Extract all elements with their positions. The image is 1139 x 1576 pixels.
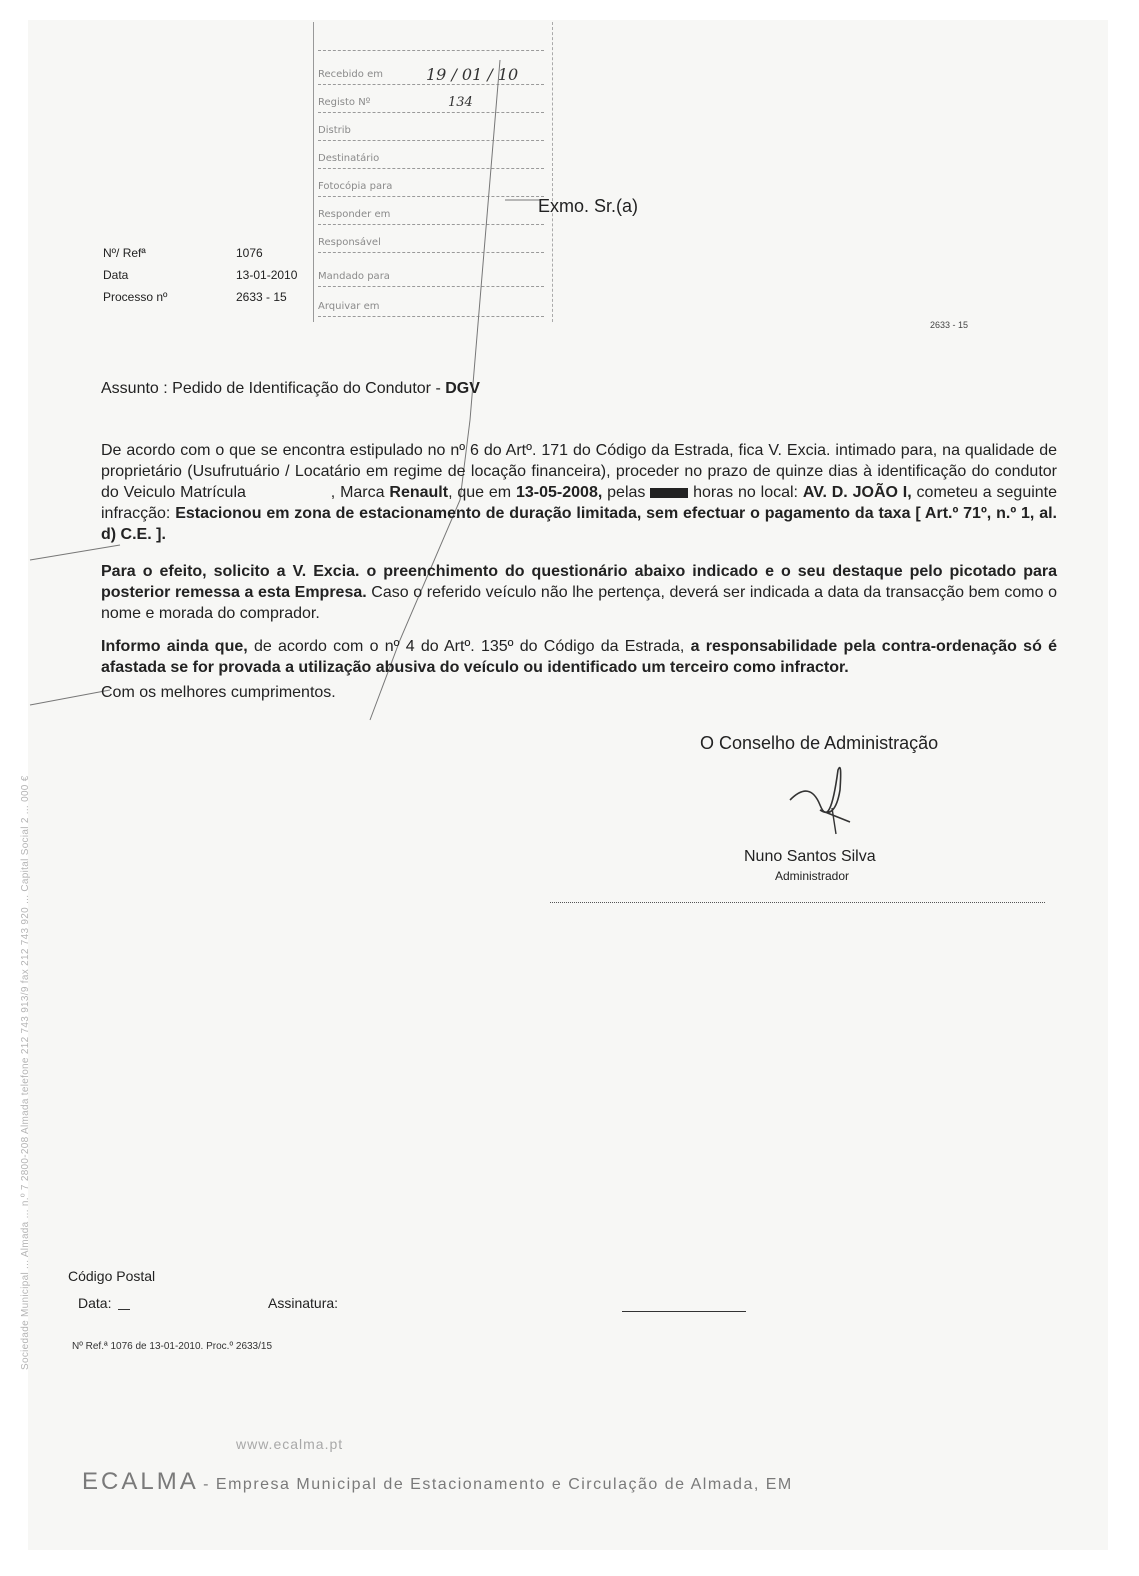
date-field-line[interactable] xyxy=(118,1309,130,1310)
council-title: O Conselho de Administração xyxy=(700,733,939,753)
footer-brand-line xyxy=(82,1468,793,1496)
subject-entity: DGV xyxy=(445,380,480,397)
stamp-received-date: 19 / 01 / 10 xyxy=(426,65,519,84)
signature-field-line[interactable] xyxy=(622,1311,746,1312)
stamp-label: Destinatário xyxy=(318,153,380,164)
side-company-info: Sociedade Municipal ... Almada ... n.º 7 2800-208 Almada telefone 212 743 913/9 fax 212 743 920 ... Capital Social 2 ... 000 € xyxy=(20,775,31,1370)
stamp-label: Responder em xyxy=(318,209,391,220)
p1-place: AV. D. JOÃO I, xyxy=(802,484,912,501)
p1-date: 13-05-2008, xyxy=(516,484,603,501)
addressee-salutation: Exmo. Sr.(a) xyxy=(538,196,639,216)
process-small-ref: 2633 - 15 xyxy=(930,320,969,330)
p2-request: Para o efeito, solicito a V. Excia. o preenchimento do questionário abaixo indicado e o seu destaque pelo picotado para posterior remessa a esta Empresa. xyxy=(101,563,1057,601)
stamp-label: Distrib xyxy=(318,125,351,136)
p1-date-label: , que em xyxy=(448,484,512,501)
stamp-label: Fotocópia para xyxy=(318,181,393,192)
stamp-label: Recebido em xyxy=(318,69,383,80)
company-logo-text: ECALMA xyxy=(82,1468,199,1495)
stamp-label: Mandado para xyxy=(318,271,390,282)
closing-line: Com os melhores cumprimentos. xyxy=(101,684,336,701)
subject-line xyxy=(101,380,480,398)
postal-code-label: Código Postal xyxy=(68,1268,156,1284)
signature-scribble xyxy=(780,760,870,850)
signer-role: Administrador xyxy=(775,869,850,883)
perforation-line xyxy=(550,902,1045,903)
signer-name: Nuno Santos Silva xyxy=(744,848,876,865)
p3-text: de acordo com o nº 4 do Artº. 135º do Código da Estrada, xyxy=(253,638,685,655)
body-paragraph-2 xyxy=(101,561,1057,624)
p1-infraction-label: cometeu a seguinte infracção: xyxy=(101,484,1058,522)
footer-website: www.ecalma.pt xyxy=(236,1436,344,1452)
date-value: 13-01-2010 xyxy=(236,268,298,282)
process-value: 2633 - 15 xyxy=(236,290,287,304)
body-paragraph-1 xyxy=(101,440,1057,545)
company-full-name: - Empresa Municipal de Estacionamento e Circulação de Almada, EM xyxy=(203,1476,793,1493)
p3-responsibility: a responsabilidade pela contra-ordenação só é afastada se for provada a utilização abusiva do veículo ou identificado um terceiro como infractor. xyxy=(101,638,1057,676)
p1-hour-label: pelas xyxy=(607,484,646,501)
redacted-hour xyxy=(650,488,688,498)
form-signature-label: Assinatura: xyxy=(268,1295,339,1311)
process-label: Processo nº xyxy=(103,290,168,304)
p1-brand-label: , Marca xyxy=(330,484,385,501)
form-date-label: Data: xyxy=(78,1295,112,1311)
ref-label: Nº/ Refª xyxy=(103,246,146,260)
stamp-label: Responsável xyxy=(318,237,381,248)
stamp-label: Registo Nº xyxy=(318,97,371,108)
p1-brand: Renault xyxy=(389,484,449,501)
p2-text: Caso o referido veículo não lhe pertença, deverá ser indicada a data da transacção bem como o nome e morada do comprador. xyxy=(101,584,1057,622)
stamp-label: Arquivar em xyxy=(318,301,380,312)
date-label: Data xyxy=(103,268,129,282)
p1-text: De acordo com o que se encontra estipulado no nº 6 do Artº. 171 do Código da Estrada, fica V. Excia. intimado para, na qualidade de proprietário (Usufrutuário / Locatário em regime de locação financeira), proceder no prazo de quinze dias à identificação do condutor do Veiculo Matrícula xyxy=(101,442,1057,501)
stamp-register-number: 134 xyxy=(448,95,473,110)
p3-lead: Informo ainda que, xyxy=(101,638,248,655)
p1-infraction: Estacionou em zona de estacionamento de duração limitada, sem efectuar o pagamento da taxa [ Art.º 71º, n.º 1, al. d) C.E. ]. xyxy=(101,505,1057,543)
form-reference: Nº Ref.ª 1076 de 13-01-2010. Proc.º 2633/15 xyxy=(72,1341,273,1352)
ref-value: 1076 xyxy=(236,246,263,260)
subject-text: Assunto : Pedido de Identificação do Condutor - xyxy=(101,380,446,397)
p1-place-label: horas no local: xyxy=(693,484,799,501)
body-paragraph-3 xyxy=(101,636,1057,678)
